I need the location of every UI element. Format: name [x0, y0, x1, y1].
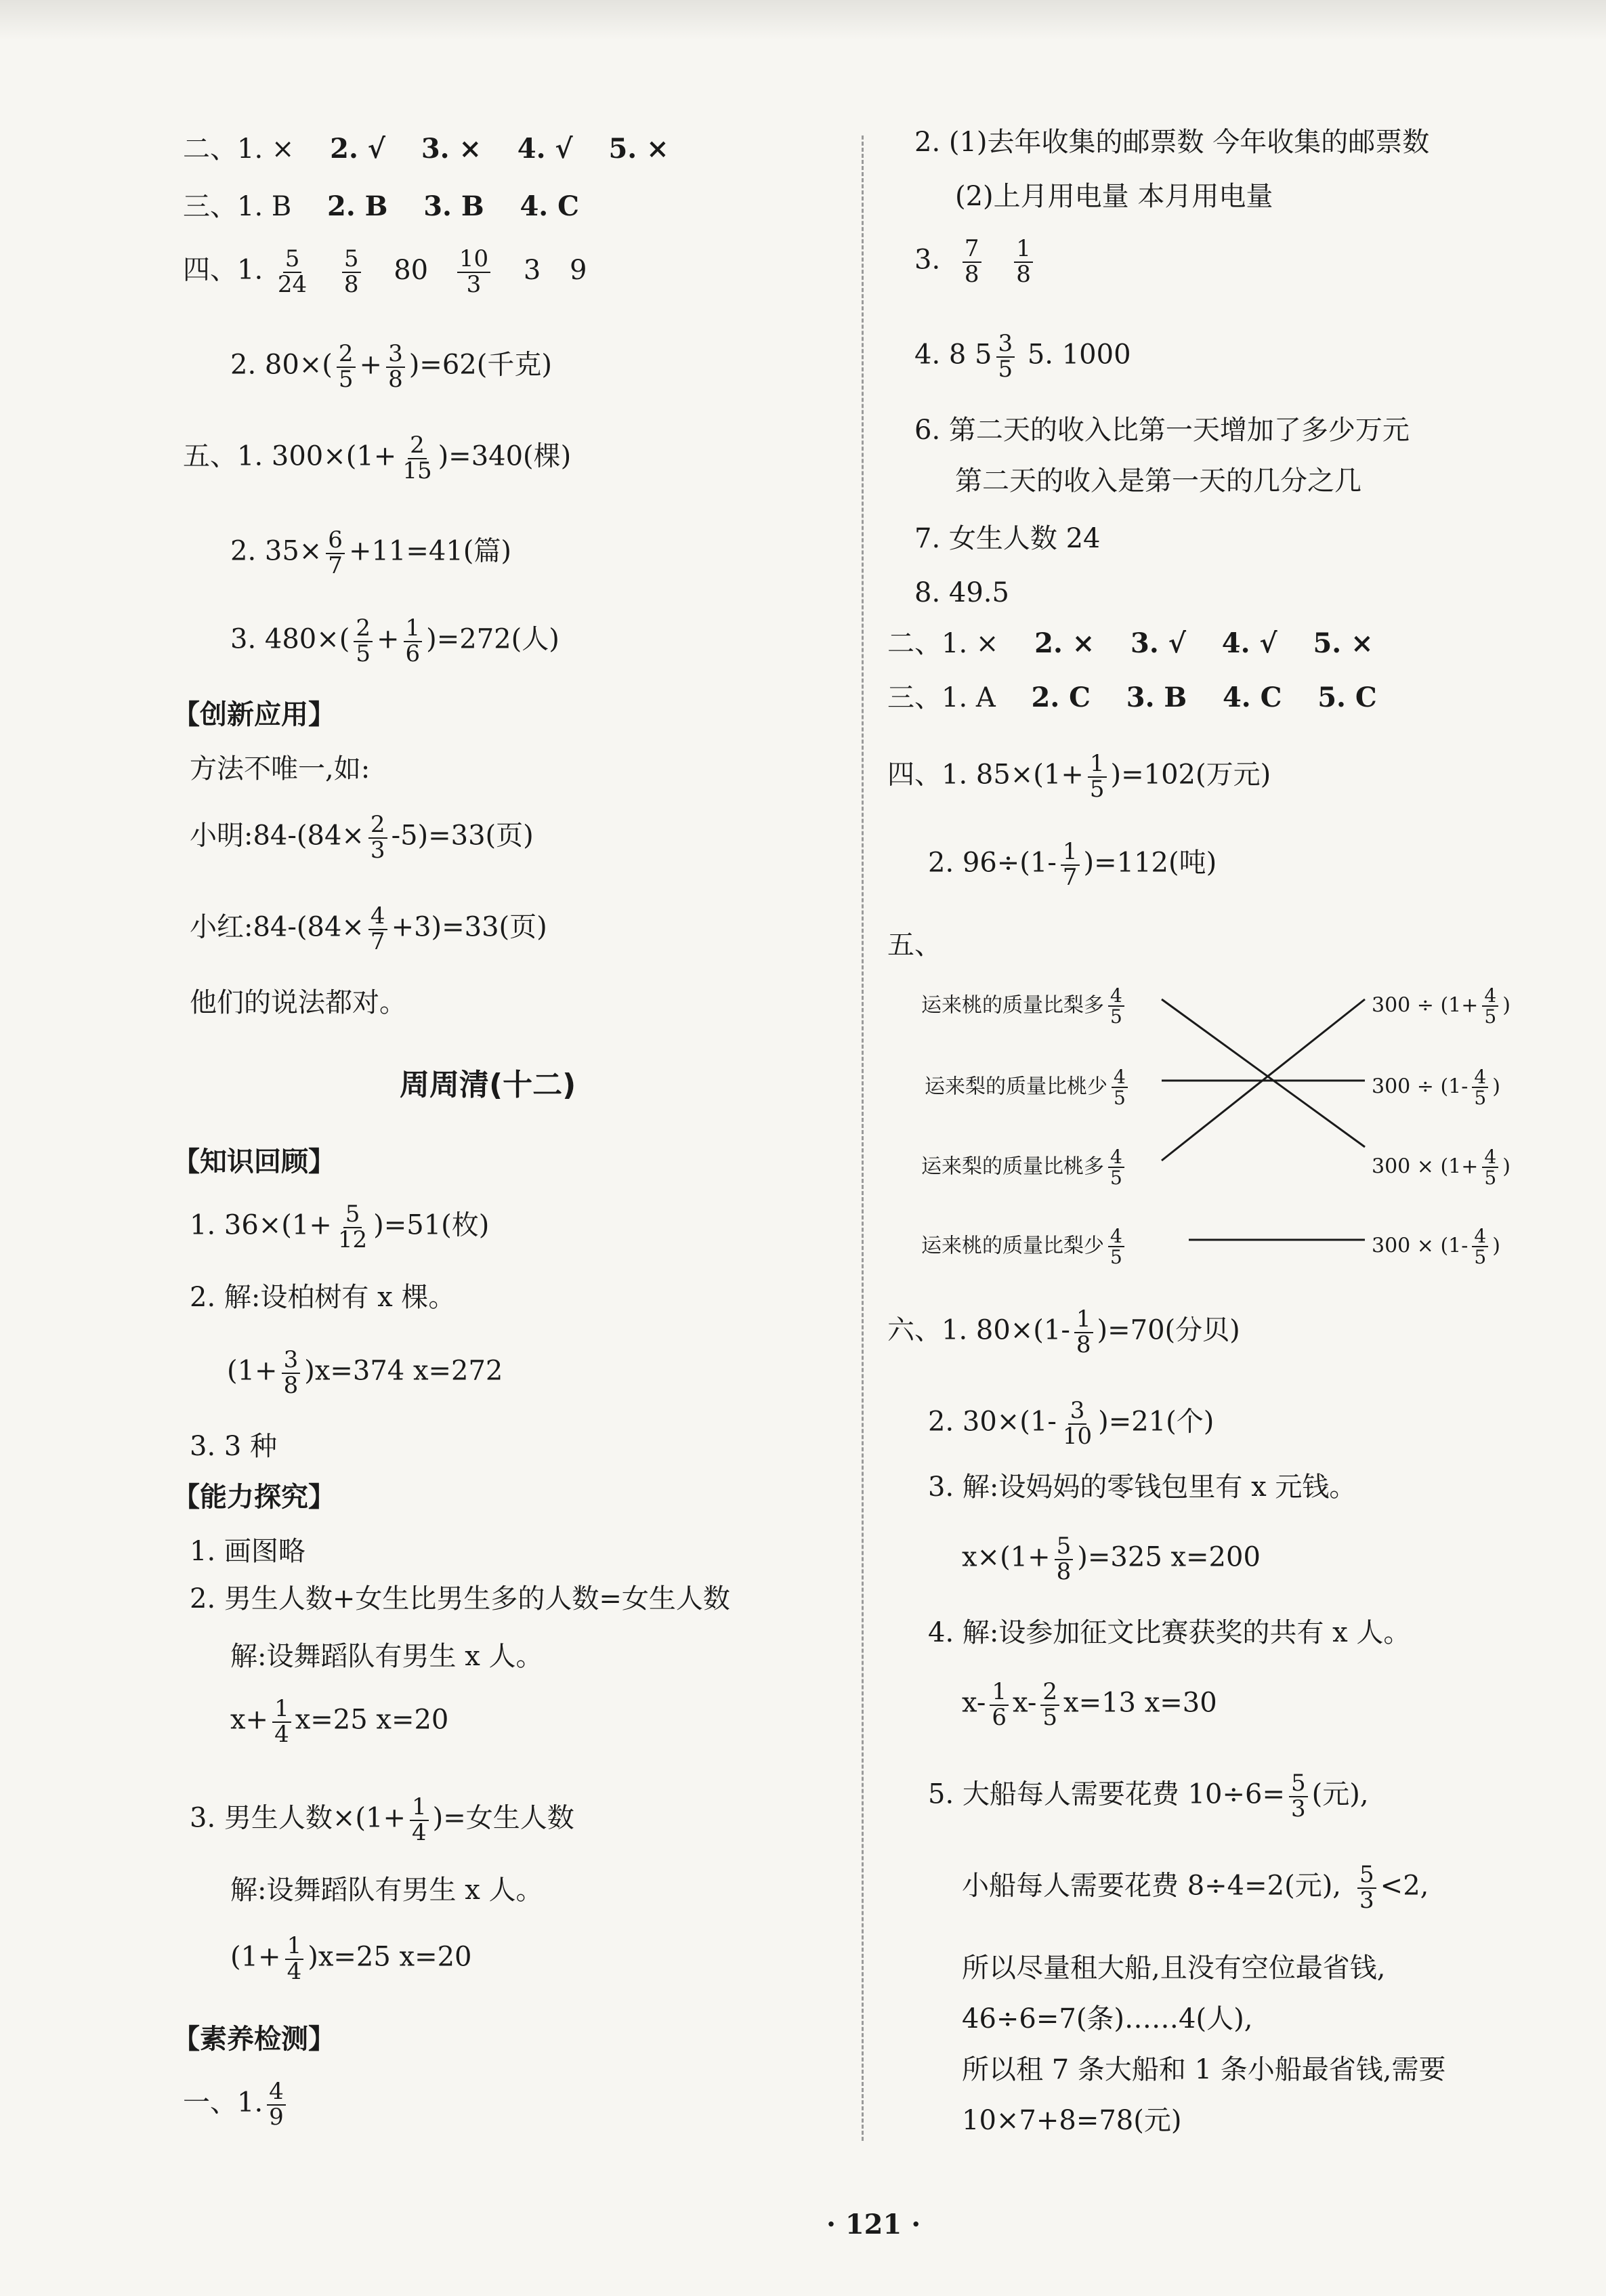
section-heading: 【能力探究】: [173, 1482, 335, 1513]
equation-line: x- $\frac{1}{6}$ x- $\frac{2}{5}$ x=13 x=30: [962, 1678, 1217, 1731]
answer-item: 5. ×: [608, 133, 669, 165]
equation-line: 四、1. 85×(1+ $\frac{1}{5}$ )=102(万元): [887, 750, 1271, 803]
equation-line: 3. 480×( $\frac{2}{5}$ + $\frac{1}{6}$ )=272(人): [230, 614, 559, 667]
answer-item: 2. B: [327, 190, 388, 222]
equation-line: 六、1. 80×(1- $\frac{1}{8}$ )=70(分贝): [887, 1306, 1240, 1358]
equation-line: 一、1. $\frac{4}{9}$: [183, 2080, 290, 2129]
text-line: 1. 画图略: [190, 1536, 305, 1567]
text-line: 10×7+8=78(元): [962, 2105, 1182, 2136]
answer-item: 2. √: [330, 133, 386, 165]
text-line: 2. (1)去年收集的邮票数 今年收集的邮票数: [914, 127, 1430, 158]
text-line: 46÷6=7(条)……4(人),: [962, 2003, 1253, 2034]
section-heading: 【创新应用】: [173, 699, 335, 730]
answer-item: 4. C: [520, 190, 579, 222]
text-line: 方法不唯一,如:: [190, 753, 371, 785]
equation-line: x×(1+ $\frac{5}{8}$ )=325 x=200: [962, 1532, 1261, 1585]
fraction-line: 4. 8 5 $\frac{3}{5}$ 5. 1000: [914, 330, 1131, 383]
text-line: 3. 3 种: [190, 1431, 278, 1462]
choice-answers-line: [183, 190, 579, 222]
choice-answers-line: 三、1. A 2. C 3. B 4. C 5. C: [887, 682, 1377, 713]
page-number: · 121 ·: [826, 2209, 921, 2240]
equation-line: 2. 35× $\frac{6}{7}$ +11=41(篇): [230, 526, 511, 579]
answer-value: 80: [394, 254, 429, 286]
match-right-item: 300 ÷ (1+ $\frac{4}{5}$ ): [1372, 984, 1510, 1028]
equation-line: 五、1. 300×(1+ $\frac{2}{15}$ )=340(棵): [183, 432, 572, 484]
equation-line: 3. 男生人数×(1+ $\frac{1}{4}$ )=女生人数: [190, 1793, 574, 1846]
text-line: 五、: [887, 930, 942, 961]
answer-item: 4. √: [517, 133, 573, 165]
text-line: 所以尽量租大船,且没有空位最省钱,: [962, 1953, 1386, 1984]
judge-answers-line: [183, 135, 669, 163]
equation-line: 小红:84-(84× $\frac{4}{7}$ +3)=33(页): [190, 902, 547, 955]
match-left-item: 运来梨的质量比桃多 $\frac{4}{5}$: [921, 1147, 1128, 1188]
fraction: $\frac{10}{3}$: [457, 247, 490, 297]
match-line: [1162, 999, 1365, 1147]
match-left-item: 运来梨的质量比桃少 $\frac{4}{5}$: [925, 1067, 1132, 1108]
match-left-item: 运来桃的质量比梨多 $\frac{4}{5}$: [921, 986, 1128, 1027]
match-right-item: 300 ÷ (1- $\frac{4}{5}$ ): [1372, 1066, 1500, 1110]
equation-line: 小船每人需要花费 8÷4=2(元), $\frac{5}{3}$ <2,: [962, 1861, 1429, 1914]
equation-line: x+ $\frac{1}{4}$ x=25 x=20: [230, 1695, 449, 1748]
matching-diagram: [921, 969, 1510, 1280]
text-line: 3. 解:设妈妈的零钱包里有 x 元钱。: [928, 1471, 1357, 1503]
column-divider: [862, 135, 864, 2141]
text-line: 解:设舞蹈队有男生 x 人。: [230, 1875, 543, 1906]
text-line: 2. 解:设柏树有 x 棵。: [190, 1282, 456, 1313]
text-line: 2. 男生人数+女生比男生多的人数=女生人数: [190, 1583, 730, 1614]
equation-line: 小明:84-(84× $\frac{2}{3}$ -5)=33(页): [190, 811, 534, 864]
equation-line: 5. 大船每人需要花费 10÷6= $\frac{5}{3}$ (元),: [928, 1770, 1369, 1822]
equation-line: 2. 96÷(1- $\frac{1}{7}$ )=112(吨): [928, 838, 1217, 891]
text-line: 8. 49.5: [914, 577, 1009, 608]
text-line: 4. 解:设参加征文比赛获奖的共有 x 人。: [928, 1617, 1411, 1648]
equation-line: (1+ $\frac{1}{4}$ )x=25 x=20: [230, 1932, 472, 1985]
text-line: 第二天的收入是第一天的几分之几: [955, 465, 1361, 497]
answer-value: 3: [523, 254, 541, 286]
section-heading: 【素养检测】: [173, 2024, 335, 2055]
answer-item: 3. ×: [421, 133, 482, 165]
section-heading: 【知识回顾】: [173, 1146, 335, 1177]
text-line: 解:设舞蹈队有男生 x 人。: [230, 1641, 543, 1672]
equation-line: 1. 36×(1+ $\frac{5}{12}$ )=51(枚): [190, 1201, 490, 1253]
section-title: 周周清(十二): [400, 1068, 576, 1102]
answer-item: 二、1. ×: [183, 133, 295, 165]
answer-item: 3. B: [423, 190, 484, 222]
equation-line: 2. 30×(1- $\frac{3}{10}$ )=21(个): [928, 1397, 1214, 1450]
item-number: 四、1.: [183, 254, 263, 286]
equation-line: (1+ $\frac{3}{8}$ )x=374 x=272: [227, 1346, 503, 1399]
fraction: $\frac{5}{24}$: [277, 245, 308, 298]
fraction-line: 3. $\frac{7}{8}$ $\frac{1}{8}$: [914, 237, 1037, 287]
fraction: $\frac{5}{8}$: [342, 247, 361, 297]
text-line: 所以租 7 条大船和 1 条小船最省钱,需要: [962, 2054, 1446, 2085]
judge-answers-line: 二、1. × 2. × 3. √ 4. √ 5. ×: [887, 627, 1374, 659]
match-right-item: 300 × (1- $\frac{4}{5}$ ): [1372, 1225, 1500, 1269]
match-left-item: 运来桃的质量比梨少 $\frac{4}{5}$: [921, 1226, 1128, 1268]
answer-value: 9: [570, 254, 587, 286]
fill-answers-line: [183, 247, 587, 297]
scan-top-edge: [0, 0, 1606, 41]
match-right-item: 300 × (1+ $\frac{4}{5}$ ): [1372, 1146, 1510, 1190]
text-line: 6. 第二天的收入比第一天增加了多少万元: [914, 415, 1410, 446]
equation-line: 2. 80×( $\frac{2}{5}$ + $\frac{3}{8}$ )=62(千克): [230, 340, 552, 393]
text-line: 7. 女生人数 24: [914, 523, 1101, 554]
answer-item: 三、1. B: [183, 191, 292, 222]
text-line: (2)上月用电量 本月用电量: [955, 181, 1273, 212]
text-line: 他们的说法都对。: [190, 987, 406, 1018]
